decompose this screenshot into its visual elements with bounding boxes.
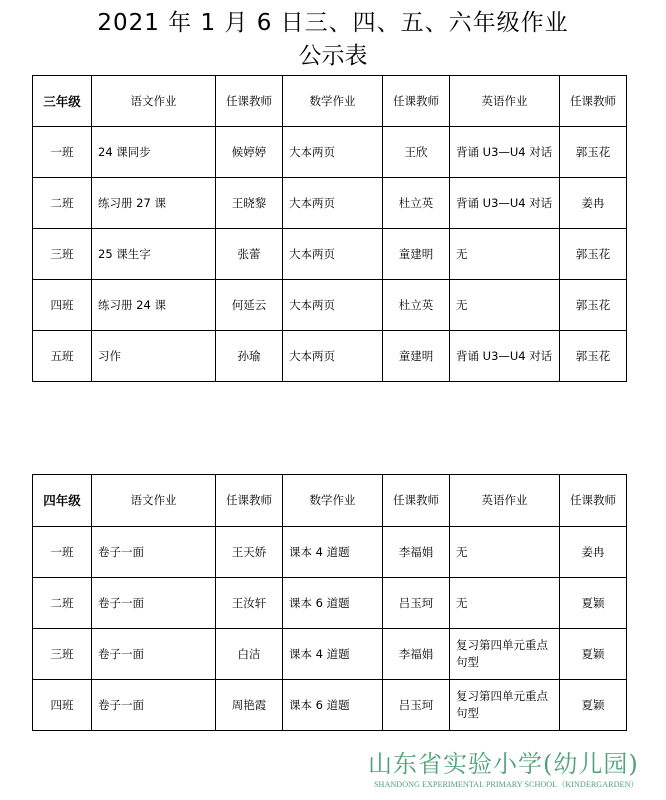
math-teacher: 吕玉珂 [383,578,450,629]
table-row [33,629,627,680]
table-row [33,527,627,578]
chinese-homework: 卷子一面 [92,527,216,578]
english-homework: 复习第四单元重点句型 [450,680,560,731]
grade-label: 四年级 [33,475,92,527]
english-teacher: 姜冉 [560,178,627,229]
chinese-teacher: 孙瑜 [216,331,283,382]
english-teacher: 夏颖 [560,629,627,680]
chinese-teacher: 王晓黎 [216,178,283,229]
english-homework: 无 [450,578,560,629]
math-teacher: 杜立英 [383,178,450,229]
math-teacher: 王欣 [383,127,450,178]
class-name: 三班 [33,229,92,280]
math-teacher: 吕玉珂 [383,680,450,731]
math-teacher: 杜立英 [383,280,450,331]
english-homework: 复习第四单元重点句型 [450,629,560,680]
class-name: 四班 [33,680,92,731]
english-homework: 无 [450,527,560,578]
header-teacher: 任课教师 [216,76,283,127]
table-row [33,578,627,629]
english-teacher: 郭玉花 [560,229,627,280]
table-row [33,280,627,331]
math-teacher: 李福娟 [383,629,450,680]
english-teacher: 郭玉花 [560,331,627,382]
school-name-english: SHANDONG EXPERIMENTAL PRIMARY SCHOOL（KINDERGARDEN） [374,780,639,789]
table-header-row [33,76,627,127]
table-row [33,680,627,731]
header-teacher: 任课教师 [560,475,627,527]
math-teacher: 李福娟 [383,527,450,578]
header-english-homework: 英语作业 [450,475,560,527]
header-chinese-homework: 语文作业 [92,76,216,127]
chinese-homework: 卷子一面 [92,578,216,629]
english-homework: 无 [450,280,560,331]
table-row [33,229,627,280]
english-teacher: 姜冉 [560,527,627,578]
table-header-row [33,475,627,527]
chinese-homework: 卷子一面 [92,629,216,680]
math-homework: 课本 4 道题 [283,527,383,578]
math-teacher: 童建明 [383,229,450,280]
math-homework: 大本两页 [283,331,383,382]
chinese-homework: 习作 [92,331,216,382]
math-homework: 课本 6 道题 [283,578,383,629]
chinese-homework: 25 课生字 [92,229,216,280]
chinese-teacher: 白洁 [216,629,283,680]
chinese-teacher: 周艳霞 [216,680,283,731]
english-homework: 无 [450,229,560,280]
class-name: 一班 [33,127,92,178]
table-row [33,127,627,178]
math-homework: 大本两页 [283,127,383,178]
math-homework: 大本两页 [283,178,383,229]
header-math-homework: 数学作业 [283,76,383,127]
class-name: 三班 [33,629,92,680]
header-english-homework: 英语作业 [450,76,560,127]
grade3-homework-table [32,75,627,382]
chinese-teacher: 王汝轩 [216,578,283,629]
english-teacher: 夏颖 [560,578,627,629]
math-homework: 课本 6 道题 [283,680,383,731]
math-teacher: 童建明 [383,331,450,382]
chinese-homework: 练习册 27 课 [92,178,216,229]
math-homework: 大本两页 [283,280,383,331]
table-row [33,178,627,229]
grade-label: 三年级 [33,76,92,127]
chinese-teacher: 何延云 [216,280,283,331]
header-teacher: 任课教师 [216,475,283,527]
math-homework: 课本 4 道题 [283,629,383,680]
english-homework: 背诵 U3—U4 对话 [450,178,560,229]
chinese-teacher: 候婷婷 [216,127,283,178]
class-name: 二班 [33,178,92,229]
header-teacher: 任课教师 [560,76,627,127]
class-name: 二班 [33,578,92,629]
class-name: 五班 [33,331,92,382]
english-teacher: 郭玉花 [560,280,627,331]
english-teacher: 夏颖 [560,680,627,731]
chinese-homework: 卷子一面 [92,680,216,731]
page-title: 2021 年 1 月 6 日三、四、五、六年级作业 [97,10,569,36]
chinese-homework: 24 课同步 [92,127,216,178]
header-math-homework: 数学作业 [283,475,383,527]
school-logo [368,748,658,798]
chinese-teacher: 王天娇 [216,527,283,578]
english-teacher: 郭玉花 [560,127,627,178]
class-name: 四班 [33,280,92,331]
english-homework: 背诵 U3—U4 对话 [450,331,560,382]
chinese-homework: 练习册 24 课 [92,280,216,331]
page-subtitle: 公示表 [298,43,368,69]
header-teacher: 任课教师 [383,76,450,127]
chinese-teacher: 张蕾 [216,229,283,280]
grade4-homework-table [32,474,627,731]
class-name: 一班 [33,527,92,578]
header-teacher: 任课教师 [383,475,450,527]
table-row [33,331,627,382]
school-name-chinese: 山东省实验小学(幼儿园) [368,750,639,778]
math-homework: 大本两页 [283,229,383,280]
english-homework: 背诵 U3—U4 对话 [450,127,560,178]
header-chinese-homework: 语文作业 [92,475,216,527]
